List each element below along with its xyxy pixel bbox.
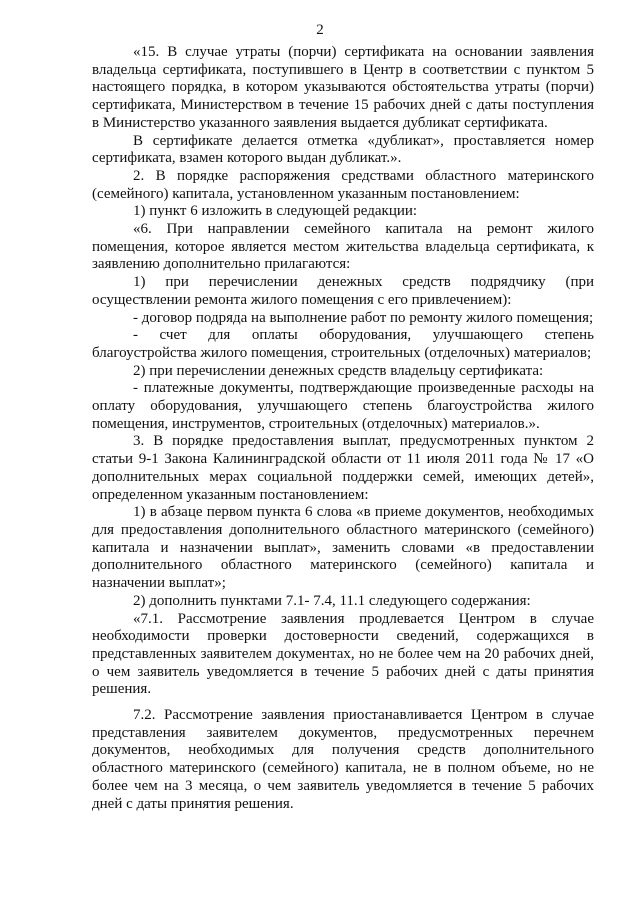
paragraph-payment-docs-bullet: - платежные документы, подтверждающие произведенные расходы на оплату оборудования, улучшающего степень благоустройства жилого помещения, инструментов, строительных (отделочных) материалов.».	[92, 380, 594, 432]
paragraph-item-15: «15. В случае утраты (порчи) сертификата на основании заявления владельца сертификата, поступившего в Центр в соответствии с пунктом 5 настоящего порядка, в котором указываются обстоятельства утраты (порчи) сертификата, Министерством в течение 15 рабочих дней с даты поступления в Министерство указанного заявления выдается дубликат сертификата.	[92, 44, 594, 131]
paragraph-subitem-1: 1) пункт 6 изложить в следующей редакции:	[133, 203, 418, 220]
paragraph-subitem-2-add: 2) дополнить пунктами 7.1- 7.4, 11.1 следующего содержания:	[133, 592, 531, 609]
paragraph-invoice-bullet: - счет для оплаты оборудования, улучшающего степень благоустройства жилого помещения, строительных (отделочных) материалов;	[92, 327, 594, 361]
paragraph-duplicate-mark: В сертификате делается отметка «дубликат», проставляется номер сертификата, взамен которого выдан дубликат.».	[92, 132, 594, 167]
paragraph-section-3: 3. В порядке предоставления выплат, предусмотренных пунктом 2 статьи 9-1 Закона Калининградской области от 11 июля 2011 года № 17 «О дополнительных мерах социальной поддержки семей, имеющих детей», определенном указанным постановлением:	[92, 433, 594, 503]
paragraph-owner-transfer: 2) при перечислении денежных средств владельцу сертификата:	[133, 362, 544, 379]
paragraph-contract-bullet: - договор подряда на выполнение работ по ремонту жилого помещения;	[133, 309, 594, 326]
paragraph-item-7-1: «7.1. Рассмотрение заявления продлевается Центром в случае необходимости проверки достоверности сведений, содержащихся в представленных заявителем документах, но не более чем на 20 рабочих дней, о чем заявитель уведомляется в течение 5 рабочих дней с даты принятия решения.	[92, 610, 594, 698]
paragraph-item-6: «6. При направлении семейного капитала на ремонт жилого помещения, которое является местом жительства владельца сертификата, к заявлению дополнительно прилагаются:	[92, 221, 594, 273]
paragraph-section-2: 2. В порядке распоряжения средствами областного материнского (семейного) капитала, установленном указанным постановлением:	[92, 167, 594, 202]
paragraph-item-7-2: 7.2. Рассмотрение заявления приостанавливается Центром в случае представления заявителем документов, предусмотренных перечнем документов, необходимых для получения средств дополнительного областного материнского (семейного) капитала, не в полном объеме, но не более чем на 3 месяца, о чем заявитель уведомляется в течение 5 рабочих дней с даты принятия решения.	[92, 707, 594, 812]
paragraph-contractor-transfer: 1) при перечислении денежных средств подрядчику (при осуществлении ремонта жилого помещения с его привлечением):	[92, 274, 594, 308]
document-body	[92, 44, 594, 813]
paragraph-subitem-1-replace: 1) в абзаце первом пункта 6 слова «в приеме документов, необходимых для предоставления дополнительного областного материнского (семейного) капитала и назначении выплат», заменить словами «в предоставлении дополнительного областного материнского (семейного) капитала и назначении выплат»;	[92, 504, 594, 592]
page-number: 2	[316, 22, 324, 38]
